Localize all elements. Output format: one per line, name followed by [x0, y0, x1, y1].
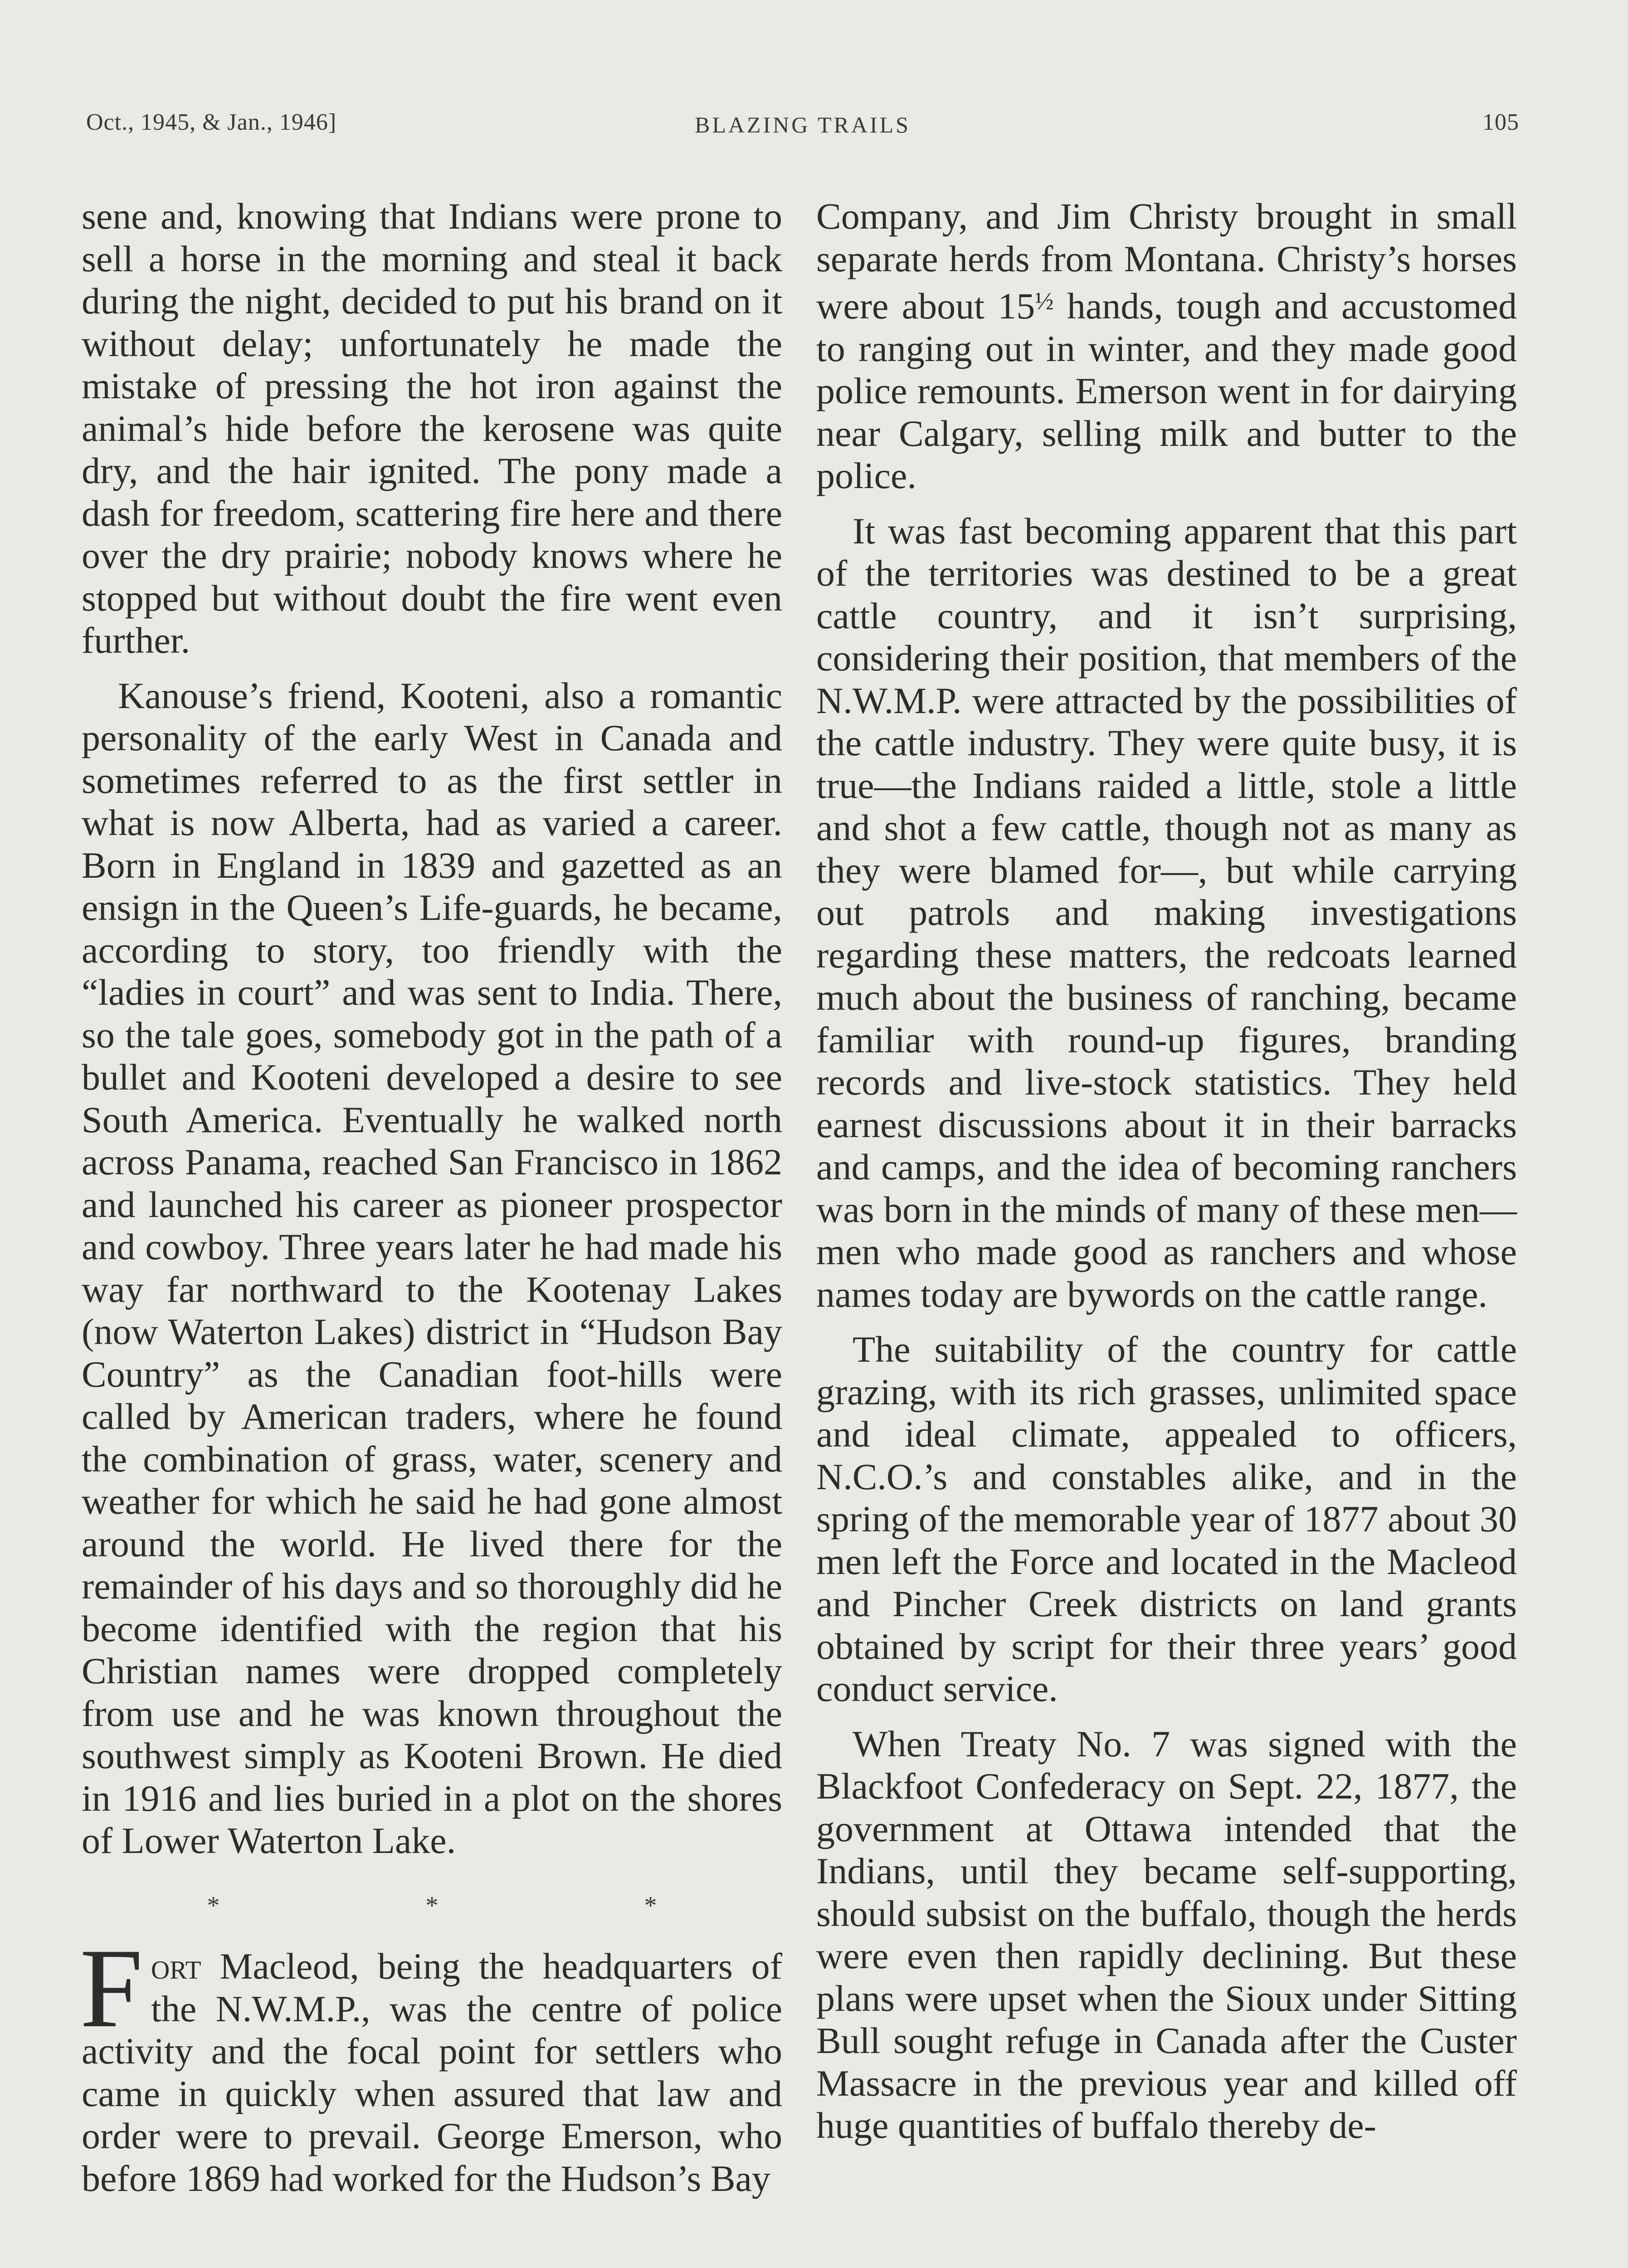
paragraph-text: Macleod, being the headquarters of the N.W.M.P., was the centre of police activity and the focal point for settlers who came in quickly when assured that law and order were to prevail. George Emerson, who before 1869 had worked for the Hudson’s Bay	[82, 1945, 782, 2199]
left-column	[82, 195, 782, 2212]
small-caps-lead: ort	[151, 1945, 201, 1987]
paragraph-text: hands, tough and accustomed to ranging out in winter, and they made good police remounts. Emerson went in for dairying near Calgary, selling milk and butter to the police.	[816, 285, 1517, 496]
paragraph: sene and, knowing that Indians were prone to sell a horse in the morning and steal it back during the night, decided to put his brand on it without delay; unfortunately he made the mistake of pressing the hot iron against the animal’s hide before the kerosene was quite dry, and the hair ignited. The pony made a dash for freedom, scattering fire here and there over the dry prairie; nobody knows where he stopped but without doubt the fire went even further.	[82, 196, 782, 661]
right-column	[816, 195, 1517, 2160]
paragraph-with-drop-cap	[80, 1926, 782, 2200]
page-number: 105	[1482, 109, 1519, 135]
running-header	[86, 109, 1519, 154]
issue-date: Oct., 1945, & Jan., 1946]	[86, 109, 337, 135]
paragraph: Kanouse’s friend, Kooteni, also a romantic personality of the early West in Canada and sometimes referred to as the first settler in what is now Alberta, had as varied a career. Born in England in 1839 and gazetted as an ensign in the Queen’s Life-guards, he became, according to story, too friendly with the “ladies in court” and was sent to India. There, so the tale goes, somebody got in the path of a bullet and Kooteni developed a desire to see South America. Eventually he walked north across Panama, reached San Francisco in 1862 and launched his career as pioneer prospector and cowboy. Three years later he had made his way far northward to the Kootenay Lakes (now Waterton Lakes) district in “Hudson Bay Country” as the Canadian foot-hills were called by American traders, where he found the combination of grass, water, scenery and weather for which he said he had gone almost around the world. He lived there for the remainder of his days and so thoroughly did he become identified with the region that his Christian names were dropped completely from use and he was known throughout the southwest simply as Kooteni Brown. He died in 1916 and lies buried in a plot on the shores of Lower Waterton Lake.	[82, 675, 782, 1861]
paragraph	[816, 195, 1517, 497]
drop-cap: F	[80, 1926, 143, 2051]
fraction: ½	[1035, 287, 1054, 315]
running-title: BLAZING TRAILS	[694, 112, 911, 137]
paragraph: The suitability of the country for cattle grazing, with its rich grasses, unlimited space and ideal climate, appealed to officers, N.C.O.’s and constables alike, and in the spring of the memorable year of 1877 about 30 men left the Force and located in the Macleod and Pincher Creek districts on land grants obtained by script for their three years’ good conduct service.	[816, 1329, 1517, 1709]
paragraph-text: Company, and Jim Christy brought in small separate herds from Montana. Christy’s horses were about 15	[816, 196, 1517, 327]
paragraph: When Treaty No. 7 was signed with the Blackfoot Confederacy on Sept. 22, 1877, the government at Ottawa intended that the Indians, until they became self-supporting, should subsist on the buffalo, though the herds were even then rapidly declining. But these plans were upset when the Sioux under Sitting Bull sought refuge in Canada after the Custer Massacre in the previous year and killed off huge quantities of buffalo thereby de-	[816, 1723, 1517, 2146]
section-separator: * * *	[207, 1891, 757, 1920]
paragraph: It was fast becoming apparent that this part of the territories was destined to be a great cattle country, and it isn’t surprising, considering their position, that members of the N.W.M.P. were attracted by the possibilities of the cattle industry. They were quite busy, it is true—the Indians raided a little, stole a little and shot a few cattle, though not as many as they were blamed for—, but while carrying out patrols and making investigations regarding these matters, the redcoats learned much about the business of ranching, became familiar with round-up figures, branding records and live-stock statistics. They held earnest discussions about it in their barracks and camps, and the idea of becoming ranchers was born in the minds of many of these men—men who made good as ranchers and whose names today are bywords on the cattle range.	[816, 510, 1517, 1315]
